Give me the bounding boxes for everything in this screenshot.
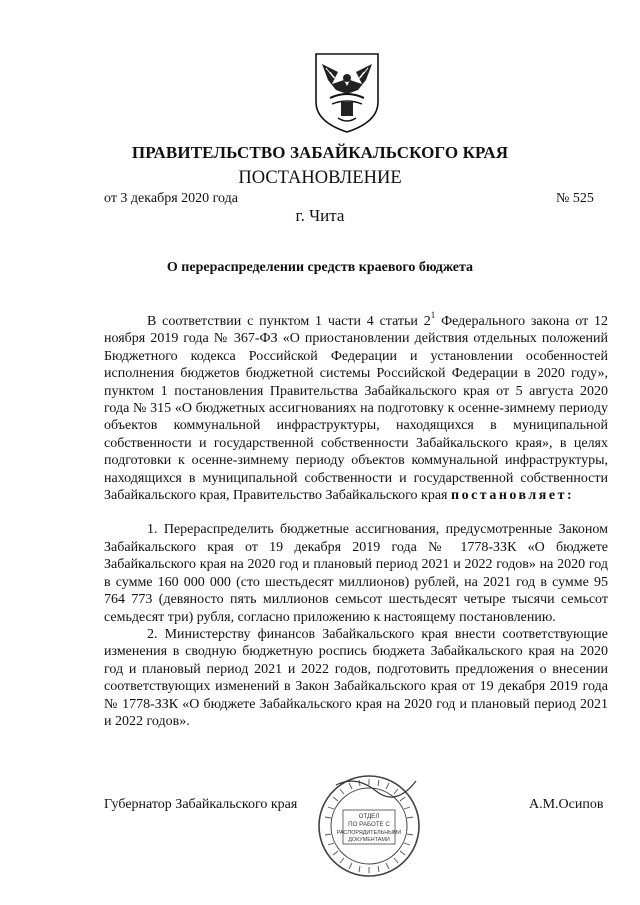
signer-name: А.М.Осипов [529,797,604,812]
document-heading: О перераспределении средств краевого бюджета [166,260,474,275]
stamp-line-2: ПО РАБОТЕ С [348,821,390,828]
document-body [104,310,609,730]
superscript: 1 [430,310,436,321]
decree-word: постановляет: [451,488,575,504]
stamp-line-1: ОТДЕЛ [358,813,380,820]
document-city: г. Чита [295,206,345,225]
clause-1: 1. Перераспределить бюджетные ассигнования, предусмотренные Законом Забайкальского края от 19 декабря 2019 года № 1778-ЗЗК «О бюджете Забайкальского края на 2020 год и плановый период 2021 и 2022 годов» на 2020 год в сумме 160 000 000 (сто шестьдесят миллионов) рублей, на 2021 год в сумме 95 764 773 (девяносто пять миллионов семьсот шестьдесят четыре тысячи семьсот семьдесят три) рубля, согласно приложению к настоящему постановлению. [104,522,608,625]
government-title: ПРАВИТЕЛЬСТВО ЗАБАЙКАЛЬСКОГО КРАЯ [131,143,509,162]
preamble-paragraph: В соответствии с пунктом 1 части 4 статьи $2^1$ Федерального закона от 12 ноября 2019 года № 367-ФЗ «О приостановлении действия отдельных положений Бюджетного кодекса Российской Федерации и установлении особенностей исполнения бюджетов бюджетной системы Российской Федерации в 2020 году», пунктом 1 постановления Правительства Забайкальского края от 5 августа 2020 года № 315 «О бюджетных ассигнованиях на подготовку к осенне-зимнему периоду объектов коммунальной инфраструктуры, находящихся в муниципальной собственности и государственной собственности Забайкальского края», в целях подготовки к осенне-зимнему периоду объектов коммунальной инфраструктуры, находящихся в муниципальной собственности и государственной собственности Забайкальского края, Правительство Забайкальского края постановляет: [104,310,609,504]
document-date: от 3 декабря 2020 года [104,191,238,206]
document-number: № 525 [556,191,594,206]
document-type: ПОСТАНОВЛЕНИЕ [238,168,402,188]
stamp-line-4: ДОКУМЕНТАМИ [348,837,390,843]
coat-of-arms-emblem [308,50,386,134]
clause-2: 2. Министерству финансов Забайкальского края внести соответствующие изменения в сводную бюджетную роспись бюджета Забайкальского края на 2020 год и плановый период 2021 и 2022 годов, подготовить предложения о внесении соответствующих изменений в Закон Забайкальского края от 19 декабря 2019 года № 1778-ЗЗК «О бюджете Забайкальского края на 2020 год и плановый период 2021 и 2022 годов». [104,626,608,729]
official-stamp [316,773,422,879]
signer-title: Губернатор Забайкальского края [104,797,298,812]
stamp-line-3: РАСПОРЯДИТЕЛЬНЫМИ [336,830,402,836]
